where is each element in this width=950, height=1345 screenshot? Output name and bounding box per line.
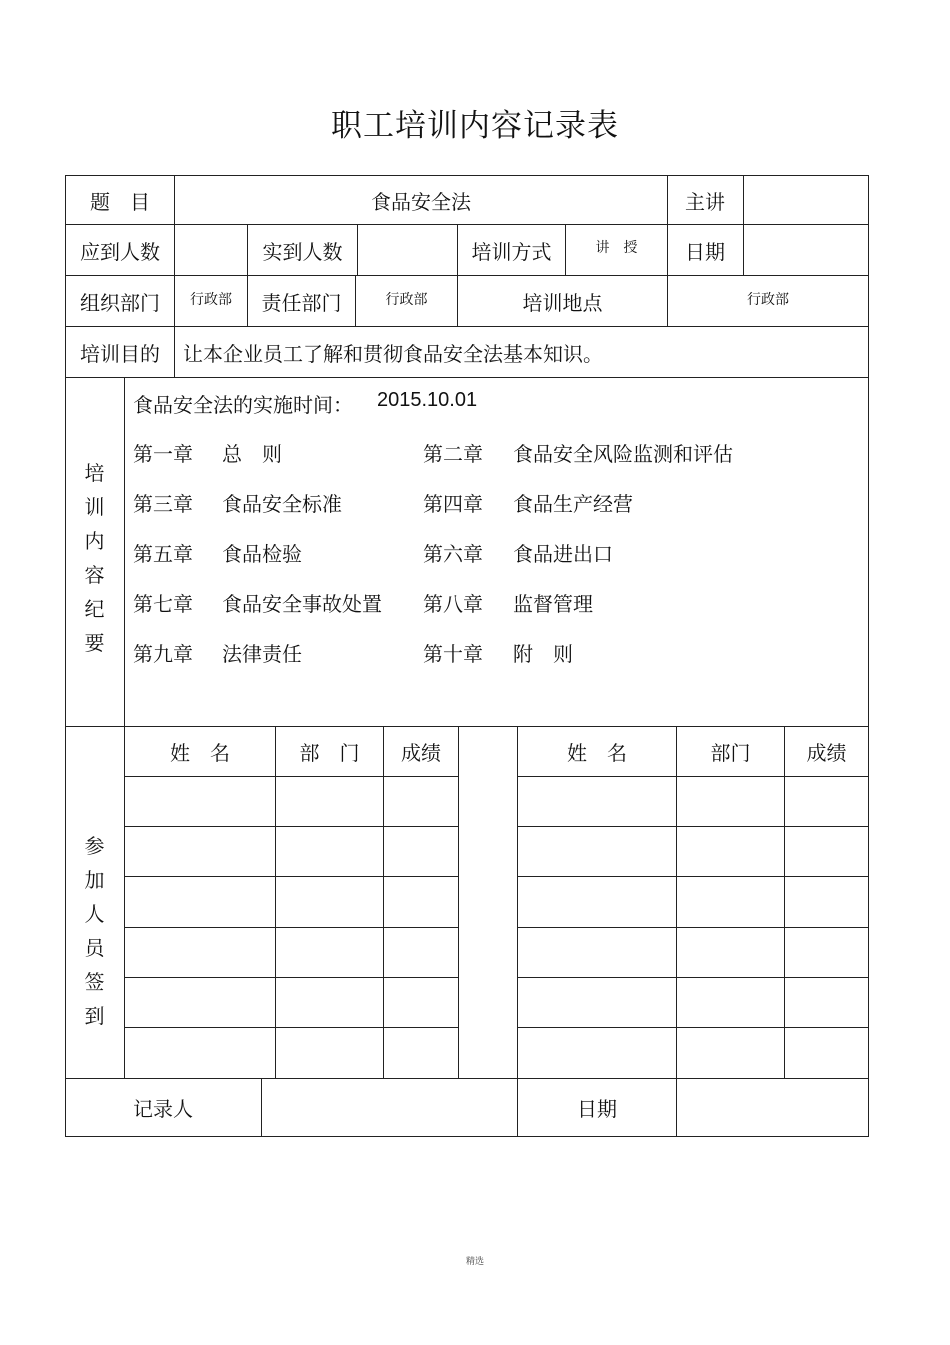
row-divider: [124, 977, 458, 978]
row-divider: [517, 927, 869, 928]
topic-label: 题 目: [90, 189, 150, 214]
col-divider: [517, 726, 518, 1079]
chapter-number: 第九章: [133, 642, 193, 666]
lecturer-label: 主讲: [685, 189, 725, 214]
chapter-title: 法律责任: [222, 642, 302, 666]
record-date-label: 日期: [577, 1097, 617, 1121]
date-value[interactable]: [744, 225, 868, 275]
col-divider: [275, 726, 276, 1079]
signin-header-score: 成绩: [401, 741, 441, 765]
chapter-title: 食品检验: [222, 542, 302, 566]
chapter-title: 食品安全事故处置: [222, 592, 382, 616]
topic-value[interactable]: 食品安全法: [371, 189, 471, 214]
resp-dept-value[interactable]: 行政部: [385, 292, 428, 308]
chapter-number: 第四章: [423, 492, 483, 516]
chapter-number: 第七章: [133, 592, 193, 616]
row-divider: [517, 876, 869, 877]
chapter-title: 食品安全标准: [222, 492, 342, 516]
signin-header-score: 成绩: [806, 741, 847, 765]
training-method-value[interactable]: 讲 授: [595, 240, 638, 256]
location-value[interactable]: 行政部: [747, 292, 789, 308]
chapter-number: 第八章: [423, 592, 483, 616]
training-method-label: 培训方式: [471, 239, 552, 264]
purpose-label: 培训目的: [80, 341, 160, 366]
expected-count-value[interactable]: [175, 225, 247, 275]
effective-date-label: 食品安全法的实施时间：: [133, 393, 353, 417]
effective-date-value: 2015.10.01: [377, 389, 478, 411]
chapter-number: 第一章: [133, 442, 193, 466]
actual-count-value[interactable]: [358, 225, 457, 275]
row-divider: [124, 927, 458, 928]
col-divider: [676, 726, 677, 1079]
footer-note: 精选: [465, 1257, 484, 1267]
table-border: [868, 175, 869, 1137]
col-divider: [784, 726, 785, 1079]
table-border: [65, 1136, 869, 1137]
purpose-value[interactable]: 让本企业员工了解和贯彻食品安全法基本知识。: [183, 341, 603, 366]
row-divider: [124, 876, 458, 877]
row-divider: [124, 826, 458, 827]
location-label: 培训地点: [522, 290, 603, 315]
row-divider: [65, 377, 869, 378]
recorder-label: 记录人: [133, 1097, 193, 1121]
actual-count-label: 实到人数: [262, 239, 343, 264]
signin-header-dept: 部 门: [299, 741, 360, 765]
lecturer-value[interactable]: [744, 175, 868, 225]
expected-count-label: 应到人数: [80, 239, 160, 264]
chapter-title: 食品安全风险监测和评估: [513, 442, 733, 466]
org-dept-value[interactable]: 行政部: [190, 292, 232, 308]
col-divider: [458, 726, 459, 1079]
page-title: 职工培训内容记录表: [331, 108, 619, 144]
content-side-label: 培 训 内 容 纪 要: [84, 460, 105, 655]
chapter-title: 总 则: [222, 442, 282, 466]
record-date-value[interactable]: [677, 1079, 868, 1136]
recorder-value[interactable]: [262, 1079, 517, 1136]
chapter-number: 第二章: [423, 442, 483, 466]
chapter-number: 第六章: [423, 542, 483, 566]
chapter-number: 第五章: [133, 542, 193, 566]
row-divider: [124, 1027, 458, 1028]
row-divider: [517, 1027, 869, 1028]
resp-dept-label: 责任部门: [261, 290, 342, 315]
signin-header-name: 姓 名: [567, 741, 627, 765]
chapter-title: 食品进出口: [513, 542, 613, 566]
chapter-number: 第三章: [133, 492, 193, 516]
chapter-number: 第十章: [423, 642, 483, 666]
row-divider: [517, 776, 869, 777]
signin-header-dept: 部门: [710, 741, 751, 765]
row-divider: [517, 977, 869, 978]
org-dept-label: 组织部门: [80, 290, 160, 315]
chapter-title: 食品生产经营: [513, 492, 633, 516]
row-divider: [517, 826, 869, 827]
signin-header-name: 姓 名: [170, 741, 230, 765]
row-divider: [124, 776, 458, 777]
chapter-title: 监督管理: [513, 592, 593, 616]
signin-side-label: 参 加 人 员 签 到: [84, 833, 105, 1028]
chapter-title: 附 则: [513, 642, 573, 666]
col-divider: [383, 726, 384, 1079]
date-label: 日期: [685, 239, 725, 264]
